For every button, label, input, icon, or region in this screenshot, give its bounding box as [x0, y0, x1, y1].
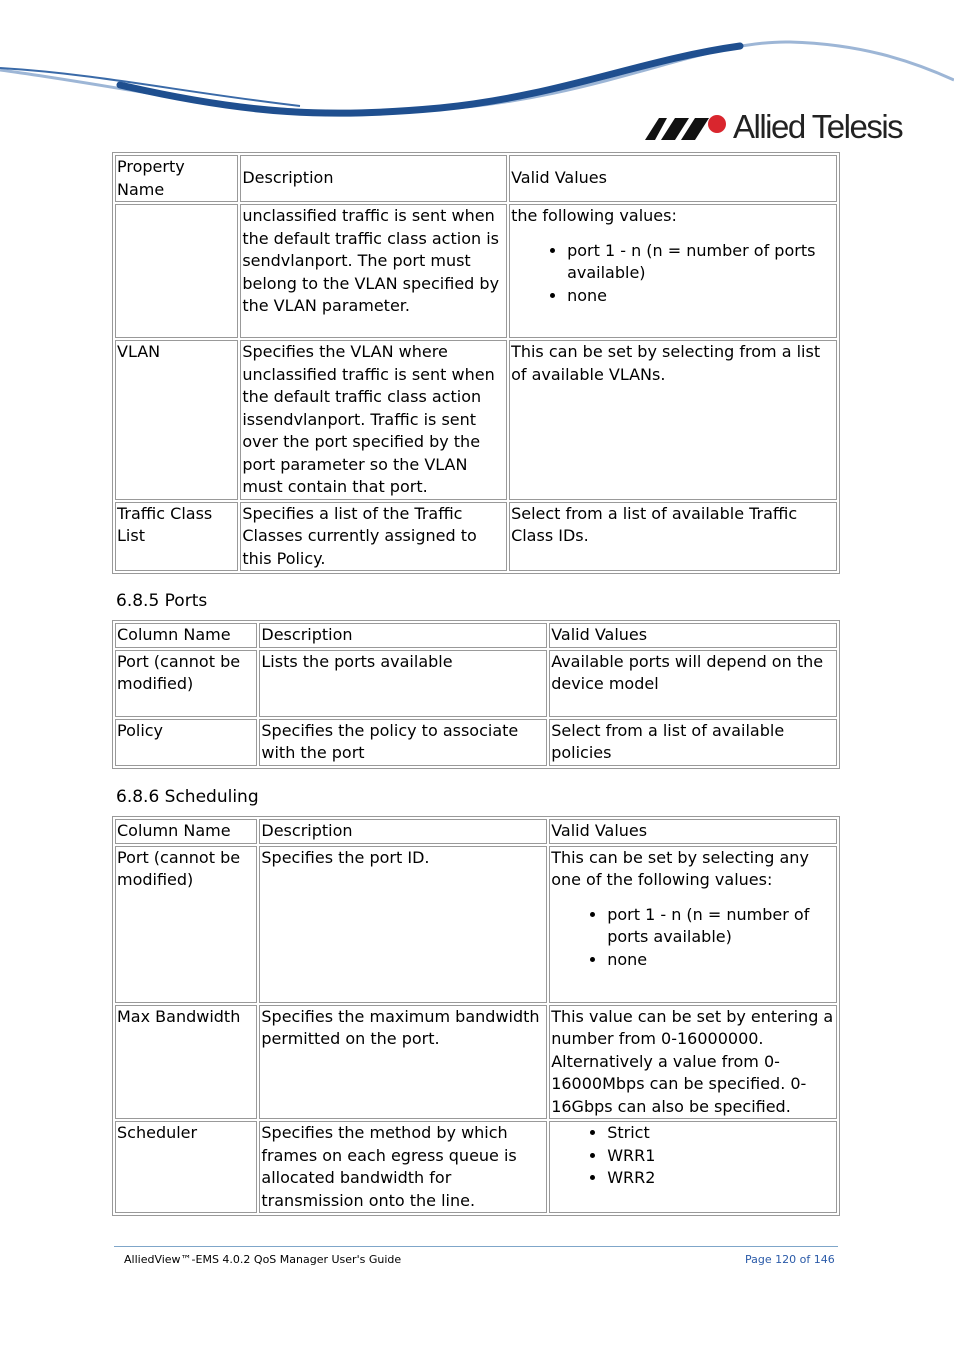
description-cell: unclassified traffic is sent when the default traffic class action is sendvlanport. The port must belong to the VLAN specified by the VLAN parameter. — [240, 204, 507, 338]
logo-mark-icon — [645, 110, 727, 144]
list-item: • port 1 - n (n = number of ports available) — [567, 240, 835, 285]
logo-wordmark: Allied Telesis — [733, 108, 903, 145]
table-header-row — [115, 819, 837, 844]
valid-values-list — [551, 904, 835, 972]
header-cell: Description — [259, 623, 547, 648]
header-cell: Property Name — [115, 155, 238, 202]
valid-values-cell — [509, 204, 837, 338]
list-item: • none — [567, 285, 835, 308]
valid-values-cell: This value can be set by entering a number from 0-16000000. Alternatively a value from 0-16000Mbps can be specified. 0-16Gbps can also be specified. — [549, 1005, 837, 1120]
description-cell: Specifies the method by which frames on each egress queue is allocated bandwidth for transmission onto the line. — [259, 1121, 547, 1213]
property-name-cell — [115, 204, 238, 338]
list-item: • WRR1 — [607, 1145, 835, 1168]
list-item: • WRR2 — [607, 1167, 835, 1190]
table-row — [115, 719, 837, 766]
header-cell: Valid Values — [549, 623, 837, 648]
header-cell: Description — [240, 155, 507, 202]
valid-values-cell: Available ports will depend on the device model — [549, 650, 837, 717]
description-cell: Specifies the maximum bandwidth permitted on the port. — [259, 1005, 547, 1120]
valid-values-cell: Select from a list of available policies — [549, 719, 837, 766]
footer-guide-title: AlliedView™-EMS 4.0.2 QoS Manager User's Guide — [124, 1253, 402, 1266]
list-item: • Strict — [607, 1122, 835, 1145]
column-name-cell: Max Bandwidth — [115, 1005, 257, 1120]
description-cell: Lists the ports available — [259, 650, 547, 717]
description-cell: Specifies the port ID. — [259, 846, 547, 1003]
description-cell: Specifies the policy to associate with the port — [259, 719, 547, 766]
table-row — [115, 1005, 837, 1120]
valid-values-cell: This can be set by selecting from a list of available VLANs. — [509, 340, 837, 500]
valid-values-list — [551, 1122, 835, 1190]
valid-values-cell — [549, 846, 837, 1003]
properties-table — [112, 152, 840, 574]
footer-page-number: Page 120 of 146 — [745, 1253, 835, 1266]
header-cell: Column Name — [115, 623, 257, 648]
table-row — [115, 204, 837, 338]
header-cell: Valid Values — [549, 819, 837, 844]
valid-values-intro: This can be set by selecting any one of the following values: — [551, 847, 809, 889]
valid-values-list — [511, 240, 835, 308]
header-cell: Valid Values — [509, 155, 837, 202]
table-row — [115, 846, 837, 1003]
valid-values-cell — [549, 1121, 837, 1213]
section-heading-ports: 6.8.5 Ports — [116, 591, 208, 611]
valid-values-intro: the following values: — [511, 206, 677, 225]
property-name-cell: Traffic Class List — [115, 502, 238, 572]
property-name-cell: VLAN — [115, 340, 238, 500]
table-row — [115, 1121, 837, 1213]
column-name-cell: Port (cannot be modified) — [115, 650, 257, 717]
description-cell: Specifies a list of the Traffic Classes currently assigned to this Policy. — [240, 502, 507, 572]
header-cell: Column Name — [115, 819, 257, 844]
list-item: • none — [607, 949, 835, 972]
allied-telesis-logo — [645, 108, 905, 148]
footer-divider — [114, 1246, 838, 1247]
table-header-row — [115, 623, 837, 648]
column-name-cell: Port (cannot be modified) — [115, 846, 257, 1003]
description-cell: Specifies the VLAN where unclassified traffic is sent when the default traffic class action issendvlanport. Traffic is sent over the port specified by the port parameter so the VLAN must contain that port. — [240, 340, 507, 500]
ports-table — [112, 620, 840, 769]
valid-values-cell: Select from a list of available Traffic Class IDs. — [509, 502, 837, 572]
list-item: • port 1 - n (n = number of ports available) — [607, 904, 835, 949]
header-cell: Description — [259, 819, 547, 844]
column-name-cell: Policy — [115, 719, 257, 766]
scheduling-table — [112, 816, 840, 1216]
table-row — [115, 502, 837, 572]
column-name-cell: Scheduler — [115, 1121, 257, 1213]
table-row — [115, 650, 837, 717]
table-header-row — [115, 155, 837, 202]
table-row — [115, 340, 837, 500]
section-heading-scheduling: 6.8.6 Scheduling — [116, 787, 259, 807]
